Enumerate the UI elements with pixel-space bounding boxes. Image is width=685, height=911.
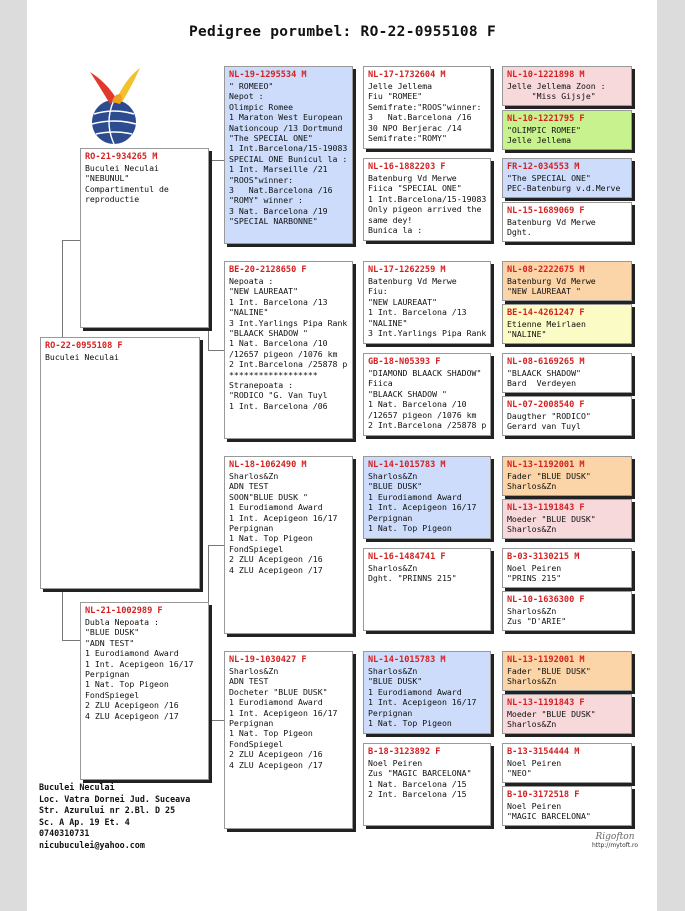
info-line: 30 NPO Berjerac /14 xyxy=(368,122,462,133)
info-line: Fader "BLUE DUSK" xyxy=(507,666,591,676)
pedigree-gen4-6 xyxy=(502,304,632,344)
info-line: SPECIAL ONE Bunicul la : xyxy=(229,153,348,164)
owner-email: nicubuculei@yahoo.com xyxy=(39,839,145,850)
info-line: "NALINE" xyxy=(229,307,269,318)
info-line: Bunica la : xyxy=(368,225,423,236)
info-line: "BLUE DUSK" xyxy=(368,481,423,492)
info-line: Noel Peiren xyxy=(507,758,562,768)
info-line: Only pigeon arrived the xyxy=(368,204,482,215)
info-line: "MAGIC BARCELONA" xyxy=(507,811,591,822)
connector-line xyxy=(62,640,80,641)
pedigree-gen3-1 xyxy=(363,66,491,149)
info-line: "NEW LAUREAAT" xyxy=(229,286,299,297)
info-line: Fiu "ROMEE" xyxy=(368,91,423,102)
ring-number: NL-10-1221898 M xyxy=(507,70,585,80)
pedigree-gen4-15 xyxy=(502,743,632,783)
info-line: Noel Peiren xyxy=(507,801,562,811)
info-line: 1 Int. Barcelona /06 xyxy=(229,400,328,411)
info-line: 3 Int.Yarlings Pipa Rank xyxy=(368,328,487,339)
info-line: ADN TEST xyxy=(229,481,269,492)
ring-number: NL-16-1484741 F xyxy=(368,552,446,562)
pedigree-gen3-2 xyxy=(363,158,491,241)
info-line: Nepot : xyxy=(229,91,264,102)
info-line: "The SPECIAL ONE" xyxy=(507,173,591,183)
info-line: Semifrate:"ROOS"winner: xyxy=(368,101,482,112)
info-line: Sharlos&Zn xyxy=(507,719,557,730)
info-line: PEC-Batenburg v.d.Merve xyxy=(507,183,621,194)
info-line: Jelle Jellema xyxy=(368,81,433,91)
info-line: "NEO" xyxy=(507,768,532,779)
info-line: "RODICO "G. Van Tuyl xyxy=(229,390,328,401)
info-line: 4 ZLU Acepigeon /17 xyxy=(85,710,179,721)
info-line: ADN TEST xyxy=(229,676,269,687)
info-line: 1 Eurodiamond Award xyxy=(85,648,179,659)
owner-address: Loc. Vatra Dornei Jud. Suceava xyxy=(39,793,191,804)
pedigree-gen2-dam-dam xyxy=(224,651,353,829)
pedigree-gen3-8 xyxy=(363,743,491,826)
info-line: Fiu: xyxy=(368,286,388,297)
info-line: 2 Int.Barcelona /25878 p xyxy=(229,359,348,370)
info-line: Zus "MAGIC BARCELONA" xyxy=(368,768,472,779)
info-line: 1 Nat. Top Pigeon xyxy=(229,728,313,739)
pedigree-sire xyxy=(80,148,209,328)
ring-number: B-13-3154444 M xyxy=(507,747,580,757)
pedigree-gen3-5 xyxy=(363,456,491,539)
info-line: Bard Verdeyen xyxy=(507,378,577,389)
info-line: "SPECIAL NARBONNE" xyxy=(229,216,318,227)
ring-number: B-18-3123892 F xyxy=(368,747,441,757)
pedigree-gen4-2 xyxy=(502,110,632,150)
info-line: 4 ZLU Acepigeon /17 xyxy=(229,759,323,770)
info-line: 1 Int. Acepigeon 16/17 xyxy=(229,707,338,718)
info-line: 1 Nat. Top Pigeon xyxy=(368,718,452,729)
info-line: Sharlos&Zn xyxy=(507,524,557,535)
pedigree-gen4-8 xyxy=(502,396,632,436)
ring-number: NL-13-1192001 M xyxy=(507,655,585,665)
info-line: Sharlos&Zn xyxy=(507,481,557,492)
ring-number: NL-07-2008540 F xyxy=(507,400,585,410)
pedigree-gen4-13 xyxy=(502,651,632,691)
pedigree-gen4-7 xyxy=(502,353,632,393)
ring-number: NL-13-1192001 M xyxy=(507,460,585,470)
info-line: 1 Int. Acepigeon 16/17 xyxy=(229,512,338,523)
pedigree-subject xyxy=(40,337,200,589)
ring-number: NL-13-1191843 F xyxy=(507,698,585,708)
info-line: Nepoata : xyxy=(229,276,274,286)
pedigree-gen4-9 xyxy=(502,456,632,496)
info-line: Fiica xyxy=(368,378,393,389)
pedigree-gen3-6 xyxy=(363,548,491,631)
info-line: Dubla Nepoata : xyxy=(85,617,159,627)
page-title: Pedigree porumbel: RO-22-0955108 F xyxy=(188,24,496,40)
ring-number: NL-10-1636300 F xyxy=(507,595,585,605)
info-line: Sharlos&Zn xyxy=(368,471,418,481)
info-line: Dght. "PRINNS 215" xyxy=(368,573,457,584)
ring-number: NL-14-1015783 M xyxy=(368,460,446,470)
info-line: 1 Nat. Top Pigeon xyxy=(368,523,452,534)
ring-number: NL-18-1062490 M xyxy=(229,460,307,470)
pedigree-gen4-5 xyxy=(502,261,632,301)
info-line: 2 ZLU Acepigeon /16 xyxy=(229,749,323,760)
info-line: Sharlos&Zn xyxy=(229,666,279,676)
info-line: Moeder "BLUE DUSK" xyxy=(507,709,596,719)
ring-number: FR-12-034553 M xyxy=(507,162,580,172)
info-line: Nationcoup /13 Dortmund xyxy=(229,122,343,133)
owner-address: Str. Azurului nr 2.Bl. D 25 xyxy=(39,805,176,816)
info-line: 3 Nat. Barcelona /19 xyxy=(229,205,328,216)
info-line: 1 Nat. Top Pigeon xyxy=(229,533,313,544)
info-line: Zus "D'ARIE" xyxy=(507,616,567,627)
info-line: "The SPECIAL ONE" xyxy=(229,133,313,144)
info-line: "BLAACK SHADOW " xyxy=(229,328,308,339)
info-line: "PRINS 215" xyxy=(507,573,562,584)
info-line: 2 Int.Barcelona /25878 p xyxy=(368,420,487,431)
ring-number: NL-10-1221795 F xyxy=(507,114,585,124)
connector-line xyxy=(208,720,224,721)
info-line: 1 Int. Acepigeon 16/17 xyxy=(85,658,194,669)
info-line: 1 Eurodiamond Award xyxy=(368,686,462,697)
info-line: Perpignan xyxy=(368,512,413,523)
info-line: "DIAMOND BLAACK SHADOW" xyxy=(368,368,482,378)
pedigree-gen3-3 xyxy=(363,261,491,344)
pedigree-gen2-dam-sire xyxy=(224,456,353,634)
ring-number: RO-21-934265 M xyxy=(85,152,158,162)
pedigree-gen4-3 xyxy=(502,158,632,198)
info-line: 1 Int. Barcelona /13 xyxy=(229,296,328,307)
info-line: 1 Eurodiamond Award xyxy=(368,491,462,502)
info-line: Buculei Neculai xyxy=(85,163,159,173)
info-line: "ROMY" winner : xyxy=(229,195,303,206)
pedigree-gen3-7 xyxy=(363,651,491,734)
pedigree-gen4-4 xyxy=(502,202,632,242)
ring-number: RO-22-0955108 F xyxy=(45,341,123,351)
owner-name: Buculei Neculai xyxy=(39,782,115,792)
info-line: "ADN TEST" xyxy=(85,637,135,648)
info-line: Gerard van Tuyl xyxy=(507,421,581,432)
pedigree-gen4-1 xyxy=(502,66,632,106)
connector-line xyxy=(208,160,224,161)
info-line: Daugther "RODICO" xyxy=(507,411,591,421)
info-line: FondSpiegel xyxy=(85,689,140,700)
info-line: Jelle Jellema Zoon : xyxy=(507,81,606,91)
info-line: Batenburg Vd Merwe xyxy=(368,173,457,183)
info-line: 1 Int.Barcelona/15-19083 xyxy=(229,143,348,154)
pedigree-dam xyxy=(80,602,209,780)
info-line: Sharlos&Zn xyxy=(368,666,418,676)
ring-number: NL-19-1030427 F xyxy=(229,655,307,665)
info-line: 1 Int. Acepigeon 16/17 xyxy=(368,502,477,513)
info-line: Perpignan xyxy=(85,669,130,680)
info-line: Compartimentul de xyxy=(85,183,169,194)
info-line: reproductie xyxy=(85,194,140,205)
connector-line xyxy=(62,240,80,241)
info-line: 2 Int. Barcelona /15 xyxy=(368,789,467,800)
owner-info xyxy=(39,782,190,852)
info-line: Sharlos&Zn xyxy=(368,563,418,573)
info-line: Fader "BLUE DUSK" xyxy=(507,471,591,481)
ring-number: NL-15-1689069 F xyxy=(507,206,585,216)
info-line: /12657 pigeon /1076 km xyxy=(229,348,338,359)
info-line: "NEBUNUL" xyxy=(85,173,130,184)
info-line: 1 Eurodiamond Award xyxy=(229,502,323,513)
ring-number: NL-13-1191843 F xyxy=(507,503,585,513)
pedigree-gen3-4 xyxy=(363,353,491,436)
info-line: " ROMEEO" xyxy=(229,81,274,91)
ring-number: BE-20-2128650 F xyxy=(229,265,307,275)
info-line: Docheter "BLUE DUSK" xyxy=(229,686,328,697)
info-line: "ROOS"winner: xyxy=(229,174,294,185)
signature: Rigofton xyxy=(595,832,635,842)
info-line: Batenburg Vd Merwe xyxy=(368,276,457,286)
info-line: Perpignan xyxy=(229,718,274,729)
ring-number: NL-17-1732604 M xyxy=(368,70,446,80)
ring-number: NL-08-6169265 M xyxy=(507,357,585,367)
info-line: same dey! xyxy=(368,214,413,225)
info-line: Stranepoata : xyxy=(229,380,294,391)
info-line: "NEW LAUREAAT" xyxy=(368,296,438,307)
info-line: "BLUE DUSK" xyxy=(85,627,140,638)
owner-address: Sc. A Ap. 19 Et. 4 xyxy=(39,816,130,827)
info-line: Etienne Meirlaen xyxy=(507,319,586,329)
info-line: 2 ZLU Acepigeon /16 xyxy=(229,554,323,565)
info-line: 3 Nat.Barcelona /16 xyxy=(368,112,472,123)
info-line: 2 ZLU Acepigeon /16 xyxy=(85,700,179,711)
info-line: FondSpiegel xyxy=(229,738,284,749)
pedigree-gen2-sire-sire xyxy=(224,66,353,244)
info-line: ****************** xyxy=(229,369,318,380)
info-line: "BLAACK SHADOW" xyxy=(507,368,581,378)
footer-url: http://mytoft.ro xyxy=(591,842,639,849)
info-line: Moeder "BLUE DUSK" xyxy=(507,514,596,524)
info-line: 1 Nat. Top Pigeon xyxy=(85,679,169,690)
ring-number: NL-17-1262259 M xyxy=(368,265,446,275)
pedigree-gen2-sire-dam xyxy=(224,261,353,439)
connector-line xyxy=(208,545,224,546)
info-line: 1 Int. Marseille /21 xyxy=(229,164,328,175)
pedigree-gen4-12 xyxy=(502,591,632,631)
info-line: 4 ZLU Acepigeon /17 xyxy=(229,564,323,575)
pedigree-gen4-16 xyxy=(502,786,632,826)
info-line: Noel Peiren xyxy=(507,563,562,573)
ring-number: B-03-3130215 M xyxy=(507,552,580,562)
info-line: Olimpic Romee xyxy=(229,101,294,112)
pigeon-globe-logo-icon xyxy=(80,64,152,154)
pedigree-gen4-14 xyxy=(502,694,632,734)
info-line: 1 Int. Acepigeon 16/17 xyxy=(368,697,477,708)
info-line: Sharlos&Zn xyxy=(507,676,557,687)
info-line: 1 Nat. Barcelona /15 xyxy=(368,778,467,789)
info-line: Noel Peiren xyxy=(368,758,423,768)
info-line: 1 Nat. Barcelona /10 xyxy=(368,399,467,410)
info-line: "OLIMPIC ROMEE" xyxy=(507,125,581,135)
info-line: Jelle Jellema xyxy=(507,135,572,146)
ring-number: NL-08-2222675 M xyxy=(507,265,585,275)
ring-number: NL-16-1882203 F xyxy=(368,162,446,172)
info-line: 3 Nat.Barcelona /16 xyxy=(229,185,333,196)
ring-number: B-10-3172518 F xyxy=(507,790,580,800)
ring-number: GB-18-N05393 F xyxy=(368,357,441,367)
pedigree-gen4-11 xyxy=(502,548,632,588)
info-line: "BLUE DUSK" xyxy=(368,676,423,687)
info-line: Sharlos&Zn xyxy=(507,606,557,616)
info-line: "BLAACK SHADOW " xyxy=(368,388,447,399)
info-line: "NALINE" xyxy=(368,317,408,328)
connector-line xyxy=(208,350,224,351)
info-line: Perpignan xyxy=(368,707,413,718)
info-line: Sharlos&Zn xyxy=(229,471,279,481)
info-line: Fiica "SPECIAL ONE" xyxy=(368,183,462,194)
info-line: 1 Eurodiamond Award xyxy=(229,697,323,708)
info-line: 1 Maraton West European xyxy=(229,112,343,123)
info-line: 1 Int. Barcelona /13 xyxy=(368,307,467,318)
info-line: SOON"BLUE DUSK " xyxy=(229,491,308,502)
ring-number: NL-19-1295534 M xyxy=(229,70,307,80)
signature-footer xyxy=(585,832,645,849)
info-line: Dght. xyxy=(507,227,532,238)
pedigree-gen4-10 xyxy=(502,499,632,539)
ring-number: BE-14-4261247 F xyxy=(507,308,585,318)
info-line: Semifrate:"ROMY" xyxy=(368,133,447,144)
info-line: 1 Nat. Barcelona /10 xyxy=(229,338,328,349)
info-line: "Miss Gijsje" xyxy=(507,91,596,102)
info-line: 1 Int.Barcelona/15-19083 xyxy=(368,193,487,204)
ring-number: NL-21-1002989 F xyxy=(85,606,163,616)
info-line: FondSpiegel xyxy=(229,543,284,554)
info-line: Buculei Neculai xyxy=(45,352,119,362)
info-line: /12657 pigeon /1076 km xyxy=(368,409,477,420)
info-line: Batenburg Vd Merwe xyxy=(507,276,596,286)
info-line: 3 Int.Yarlings Pipa Rank xyxy=(229,317,348,328)
ring-number: NL-14-1015783 M xyxy=(368,655,446,665)
info-line: "NEW LAUREAAT " xyxy=(507,286,581,297)
info-line: Batenburg Vd Merwe xyxy=(507,217,596,227)
owner-phone: 0740310731 xyxy=(39,828,90,839)
info-line: "NALINE" xyxy=(507,329,547,340)
info-line: Perpignan xyxy=(229,523,274,534)
